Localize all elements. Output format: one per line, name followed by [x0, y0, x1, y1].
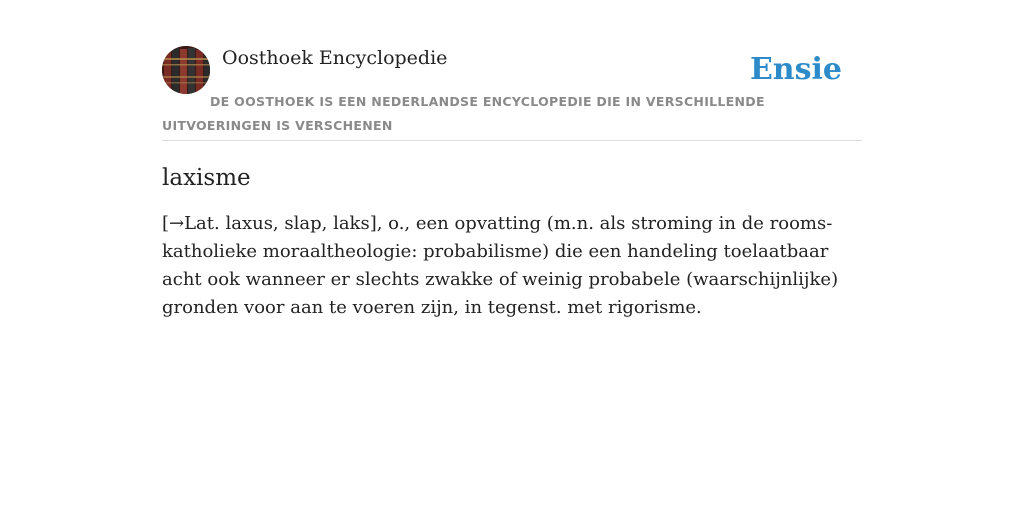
entry-content — [162, 160, 862, 322]
site-header — [162, 46, 862, 141]
site-title[interactable]: Oosthoek Encyclopedie — [222, 47, 448, 69]
brand-logo[interactable]: Ensie — [749, 52, 842, 87]
site-tagline: DE OOSTHOEK IS EEN NEDERLANDSE ENCYCLOPEDIE DIE IN VERSCHILLENDE UITVOERINGEN IS VERSCHENEN — [162, 94, 765, 133]
entry-headword: laxisme — [162, 165, 251, 191]
entry-definition: [→Lat. laxus, slap, laks], o., een opvatting (m.n. als stroming in de rooms-katholieke moraaltheologie: probabilisme) die een handeling toelaatbaar acht ook wanneer er slechts zwakke of weinig probabele (waarschijnlijke) gronden voor aan te voeren zijn, in tegenst. met rigorisme. — [162, 213, 839, 318]
avatar[interactable] — [162, 46, 210, 94]
encyclopedia-books-icon — [162, 46, 210, 94]
